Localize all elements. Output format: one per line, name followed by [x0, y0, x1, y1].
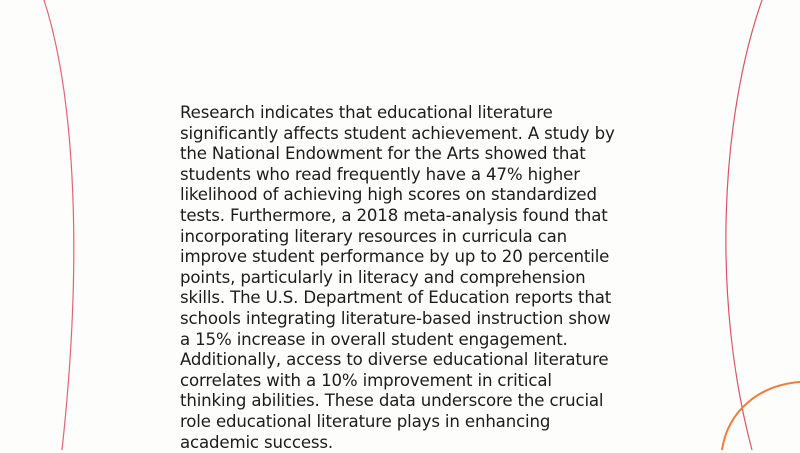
orange-arc-decoration [722, 382, 800, 450]
right-arc-decoration [726, 0, 762, 450]
body-paragraph: Research indicates that educational literature significantly affects student achievement. A study by the National Endowment for the Arts showed that students who read frequently have a 47% higher likelihood of achieving high scores on standardized tests. Furthermore, a 2018 meta-analysis found that incorporating literary resources in curricula can improve student performance by up to 20 percentile points, particularly in literacy and comprehension skills. The U.S. Department of Education reports that schools integrating literature-based instruction show a 15% increase in overall student engagement. Additionally, access to diverse educational literature correlates with a 10% improvement in critical thinking abilities. These data underscore the crucial role educational literature plays in enhancing academic success. [180, 103, 615, 452]
left-arc-decoration [44, 0, 74, 450]
